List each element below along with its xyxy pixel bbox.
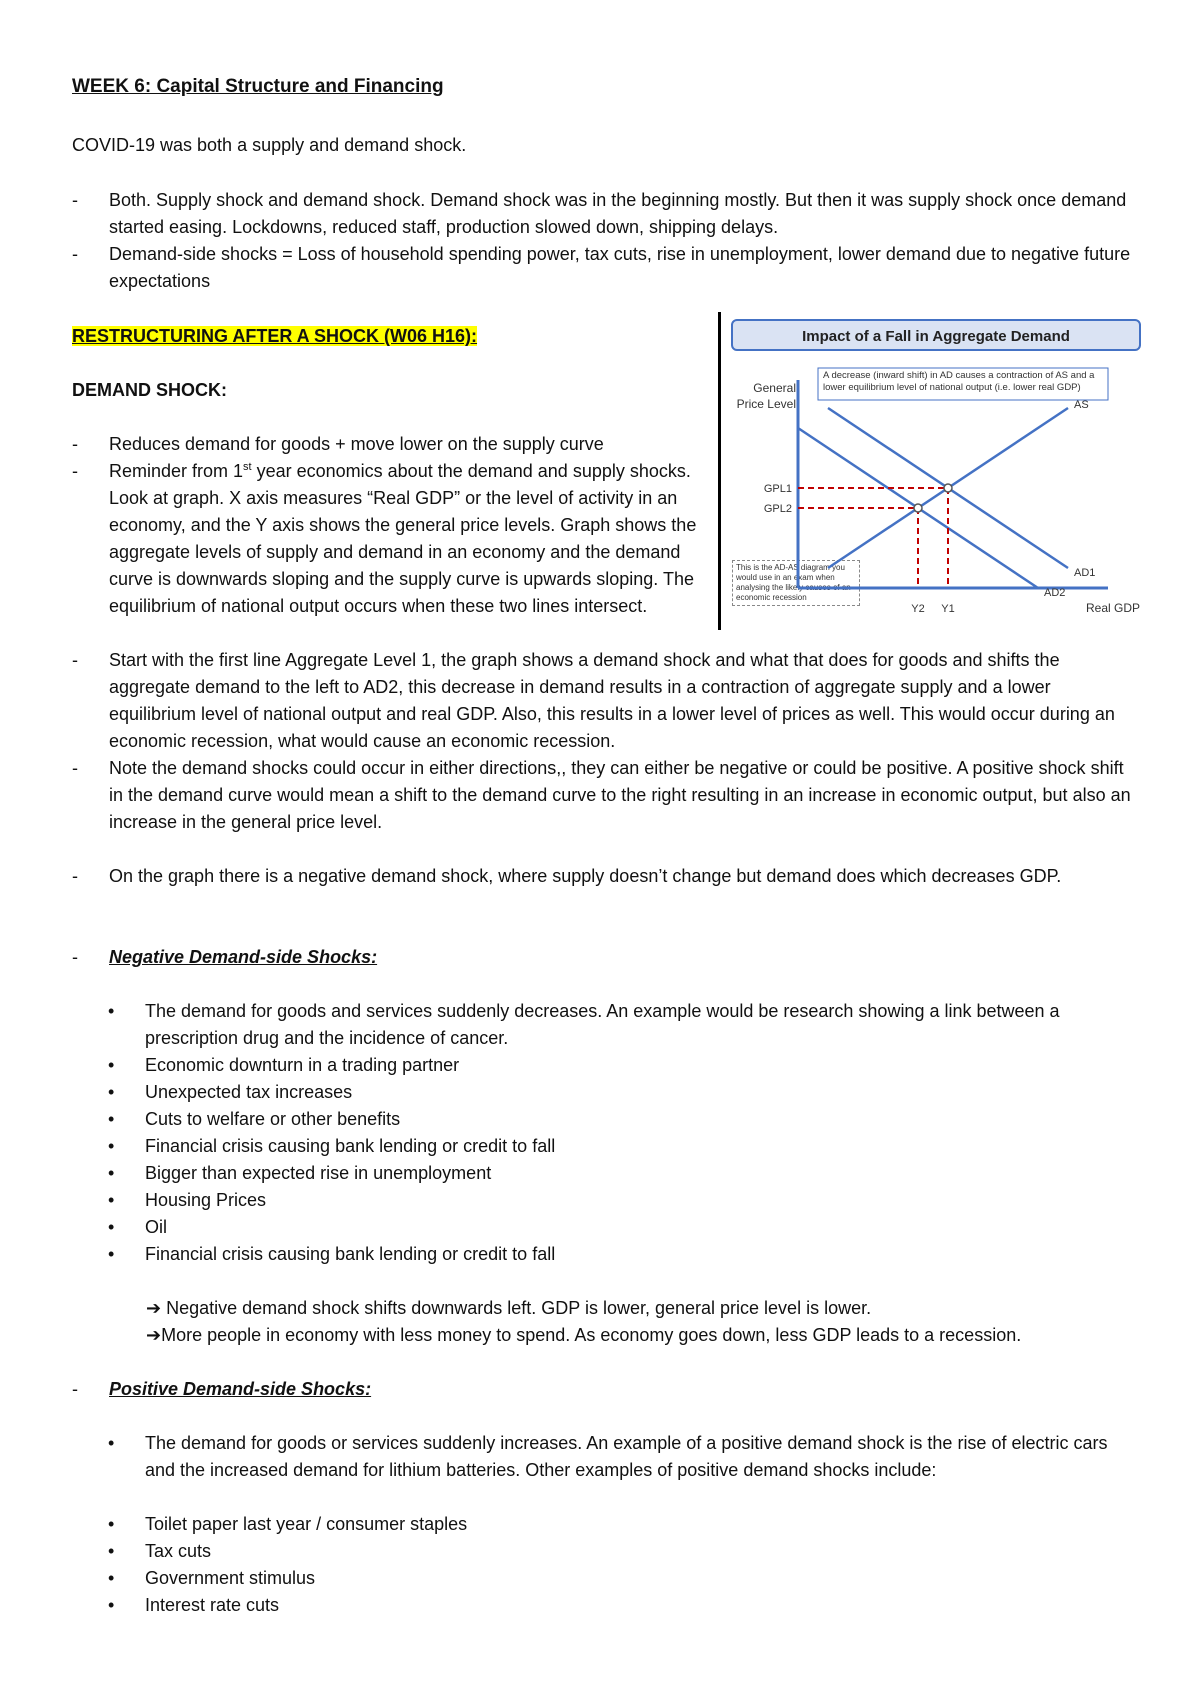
negative-shock-item (108, 1079, 1138, 1106)
bullet-marker: • (108, 1055, 115, 1075)
bullet-marker: • (108, 1190, 115, 1210)
negative-shock-text: Financial crisis causing bank lending or credit to fall (145, 1244, 556, 1264)
positive-shock-item (108, 1565, 1138, 1592)
negative-shock-text: Cuts to welfare or other benefits (145, 1109, 401, 1129)
demand-point (72, 431, 712, 458)
bullet-marker: • (108, 1001, 115, 1021)
series-label-ad1: AD1 (1074, 567, 1096, 579)
dash-marker: - (72, 461, 78, 481)
bullet-marker: • (108, 1082, 115, 1102)
positive-shock-text: Government stimulus (145, 1568, 316, 1588)
section-heading: RESTRUCTURING AFTER A SHOCK (W06 H16): (72, 326, 478, 346)
positive-shock-text: Toilet paper last year / consumer staples (145, 1514, 468, 1534)
tick-label-gpl1: GPL1 (763, 483, 792, 495)
positive-shock-item (108, 1511, 1138, 1538)
page-title: WEEK 6: Capital Structure and Financing (72, 76, 444, 97)
intro-point (72, 187, 1142, 241)
negative-shock-text: Economic downturn in a trading partner (145, 1055, 460, 1075)
negative-shock-item (108, 1187, 1138, 1214)
equilibrium-point-e2 (914, 504, 922, 512)
positive-shock-item (108, 1592, 1138, 1619)
negative-shock-text: Housing Prices (145, 1190, 267, 1210)
dash-marker: - (72, 1379, 78, 1399)
dash-marker: - (72, 434, 78, 454)
positive-shock-text: Tax cuts (145, 1541, 212, 1561)
positive-shock-text: Interest rate cuts (145, 1595, 280, 1615)
demand-point-text (109, 458, 712, 620)
negative-shock-item (108, 1160, 1138, 1187)
superscript: st (243, 461, 252, 473)
summary-text: More people in economy with less money to spend. As economy goes down, less GDP leads to a recession. (161, 1325, 1022, 1345)
negative-shock-text: Oil (145, 1217, 167, 1237)
series-label-ad2: AD2 (1044, 587, 1066, 599)
dash-marker: - (72, 758, 78, 778)
dash-marker: - (72, 866, 78, 886)
arrow-icon: ➔ (146, 1298, 162, 1318)
tick-label-y1: Y1 (941, 603, 955, 615)
intro-point (72, 241, 1142, 295)
negative-shock-item (108, 1133, 1138, 1160)
positive-shock-text: The demand for goods or services suddenly increases. An example of a positive demand shock is the rise of electric cars and the increased demand for lithium batteries. Other examples of positive demand shocks include: (145, 1433, 1108, 1480)
demand-point (72, 647, 1142, 755)
demand-point-text: Note the demand shocks could occur in either directions,, they can either be negative or could be positive. A positive shock shift in the demand curve would mean a shift to the demand curve to the right resulting in an increase in economic output, but also an increase in the general price level. (109, 758, 1131, 832)
intro-text: COVID-19 was both a supply and demand shock. (72, 135, 467, 155)
demand-point (72, 863, 1142, 890)
text-part: Reminder from 1 (109, 461, 244, 481)
intro-point-text: Both. Supply shock and demand shock. Demand shock was in the beginning mostly. But then it was supply shock once demand started easing. Lockdowns, reduced staff, production slowed down, shipping delays. (109, 190, 1127, 237)
dash-marker: - (72, 190, 78, 210)
positive-shocks-heading: Positive Demand-side Shocks: (109, 1379, 372, 1399)
dash-marker: - (72, 650, 78, 670)
bullet-marker: • (108, 1514, 115, 1534)
negative-shock-item (108, 998, 1138, 1052)
negative-shock-item (108, 1214, 1138, 1241)
negative-shock-text: Unexpected tax increases (145, 1082, 353, 1102)
negative-shock-text: The demand for goods and services suddenly decreases. An example would be research showing a link between a prescription drug and the incidence of cancer. (145, 1001, 1060, 1048)
chart-side-note: This is the AD-AS diagram you would use in an exam when analysing the likely causes of an economic recession (732, 560, 860, 606)
bullet-marker: • (108, 1217, 115, 1237)
chart-note: A decrease (inward shift) in AD causes a contraction of AS and a lower equilibrium level of national output (i.e. lower real GDP) (823, 370, 1095, 393)
demand-point (72, 458, 712, 620)
summary-text: Negative demand shock shifts downwards left. GDP is lower, general price level is lower. (161, 1298, 872, 1318)
bullet-marker: • (108, 1595, 115, 1615)
bullet-marker: • (108, 1109, 115, 1129)
negative-shock-item (108, 1241, 1138, 1268)
demand-shock-heading: DEMAND SHOCK: (72, 380, 227, 400)
bullet-marker: • (108, 1433, 115, 1453)
bullet-marker: • (108, 1136, 115, 1156)
negative-shocks-heading-row (72, 944, 1142, 971)
demand-point-text: Reduces demand for goods + move lower on the supply curve (109, 434, 604, 454)
chart-note-wrap (820, 368, 1108, 400)
negative-shock-text: Financial crisis causing bank lending or credit to fall (145, 1136, 556, 1156)
negative-shock-item (108, 1052, 1138, 1079)
demand-point (72, 755, 1142, 836)
tick-label-y2: Y2 (911, 603, 925, 615)
text-part: year economics about the demand and supply shocks. Look at graph. X axis measures “Real GDP” or the level of activity in an economy, and the Y axis shows the general price levels. Graph shows the aggregate levels of supply and demand in an economy and the demand curve is downwards sloping and the supply curve is upwards sloping. The equilibrium of national output occurs when these two lines intersect. (109, 461, 697, 616)
positive-shock-item (108, 1430, 1138, 1484)
demand-point-text: Start with the first line Aggregate Level 1, the graph shows a demand shock and what that does for goods and shifts the aggregate demand to the left to AD2, this decrease in demand results in a contraction of aggregate supply and a lower equilibrium level of national output and real GDP. Also, this results in a lower level of prices as well. This would occur during an economic recession, what would cause an economic recession. (109, 650, 1115, 751)
chart-ylabel-1: General (753, 381, 796, 395)
negative-shocks-heading: Negative Demand-side Shocks: (109, 947, 378, 967)
arrow-icon: ➔ (146, 1325, 162, 1345)
positive-shock-item (108, 1538, 1138, 1565)
chart-ylabel-2: Price Level (736, 397, 796, 411)
demand-point-text: On the graph there is a negative demand shock, where supply doesn’t change but demand does which decreases GDP. (109, 866, 1062, 886)
bullet-marker: • (108, 1541, 115, 1561)
series-label-as: AS (1074, 399, 1089, 411)
bullet-marker: • (108, 1568, 115, 1588)
negative-summary-2 (146, 1322, 1021, 1349)
chart-title: Impact of a Fall in Aggregate Demand (802, 328, 1070, 345)
negative-shock-item (108, 1106, 1138, 1133)
positive-shocks-heading-row (72, 1376, 1142, 1403)
intro-point-text: Demand-side shocks = Loss of household spending power, tax cuts, rise in unemployment, lower demand due to negative future expectations (109, 244, 1131, 291)
chart-xlabel: Real GDP (1085, 601, 1141, 615)
tick-label-gpl2: GPL2 (763, 503, 792, 515)
dash-marker: - (72, 947, 78, 967)
bullet-marker: • (108, 1244, 115, 1264)
bullet-marker: • (108, 1163, 115, 1183)
ad-as-chart (718, 310, 1148, 640)
equilibrium-point-e1 (944, 484, 952, 492)
negative-summary-1 (146, 1295, 871, 1322)
dash-marker: - (72, 244, 78, 264)
negative-shock-text: Bigger than expected rise in unemployment (145, 1163, 492, 1183)
